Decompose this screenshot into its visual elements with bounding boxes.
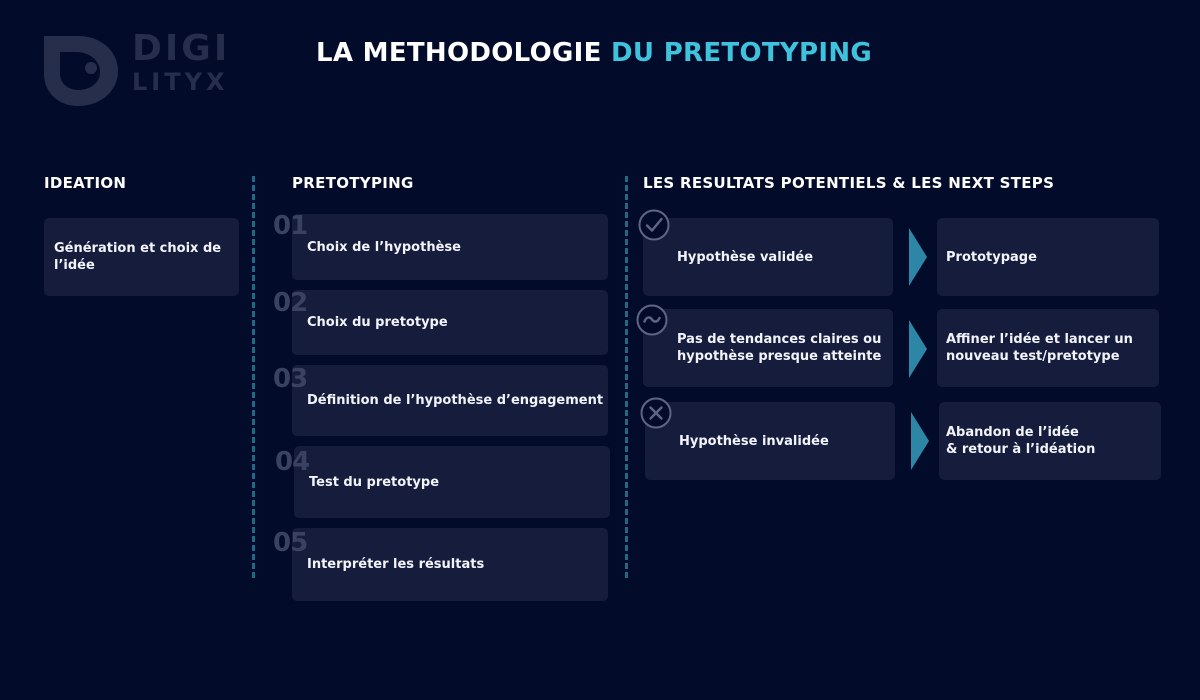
arrow-icon — [911, 412, 929, 470]
ideation-heading: IDEATION — [44, 174, 127, 192]
ideation-card-label: Génération et choix de l’idée — [54, 241, 222, 273]
arrow-icon — [909, 320, 927, 378]
step-number: 03 — [273, 364, 308, 394]
step-card-5 — [292, 528, 608, 601]
x-circle-icon — [640, 397, 672, 429]
step-label: Définition de l’hypothèse d’engagement — [307, 393, 604, 408]
separator-right — [625, 176, 628, 578]
outcome-label: Pas de tendances claires ou hypothèse presque atteinte — [677, 332, 882, 364]
outcome-card-invalidated — [645, 402, 895, 480]
step-label: Test du pretotype — [309, 474, 440, 490]
step-number: 01 — [273, 211, 308, 241]
step-number: 02 — [273, 288, 308, 318]
step-card-3 — [292, 365, 608, 436]
title-main: LA METHODOLOGIE — [316, 38, 602, 68]
arrow-icon — [909, 228, 927, 286]
page-title — [316, 38, 872, 68]
outcome-label: Hypothèse invalidée — [679, 433, 829, 449]
title-accent: DU PRETOTYPING — [611, 38, 873, 68]
tilde-circle-icon — [636, 304, 668, 336]
next-step-card-refine — [937, 309, 1159, 387]
step-number: 05 — [273, 528, 308, 558]
next-step-label: Abandon de l’idée & retour à l’idéation — [946, 425, 1096, 457]
results-heading: LES RESULTATS POTENTIELS & LES NEXT STEPS — [643, 174, 1055, 192]
check-circle-icon — [638, 209, 670, 241]
next-step-label: Prototypage — [946, 249, 1037, 265]
step-label: Interpréter les résultats — [307, 557, 485, 572]
logo-text-line1: DIGI — [132, 28, 231, 69]
step-label: Choix du pretotype — [307, 315, 448, 330]
outcome-label: Hypothèse validée — [677, 249, 814, 265]
step-card-2 — [292, 290, 608, 355]
next-step-card-prototyping — [937, 218, 1159, 296]
separator-left — [252, 176, 255, 578]
step-card-1 — [292, 214, 608, 280]
step-card-4 — [294, 446, 610, 518]
next-step-label: Affiner l’idée et lancer un nouveau test/pretotype — [946, 332, 1133, 364]
next-step-card-abandon — [939, 402, 1161, 480]
pretotyping-heading: PRETOTYPING — [292, 174, 414, 192]
logo-text-line2: LITYX — [132, 68, 229, 96]
outcome-card-unclear — [643, 309, 893, 387]
outcome-card-validated — [643, 218, 893, 296]
digilityx-logo-icon — [42, 34, 120, 108]
step-label: Choix de l’hypothèse — [307, 239, 461, 255]
step-number: 04 — [275, 447, 310, 477]
ideation-card — [44, 218, 239, 296]
